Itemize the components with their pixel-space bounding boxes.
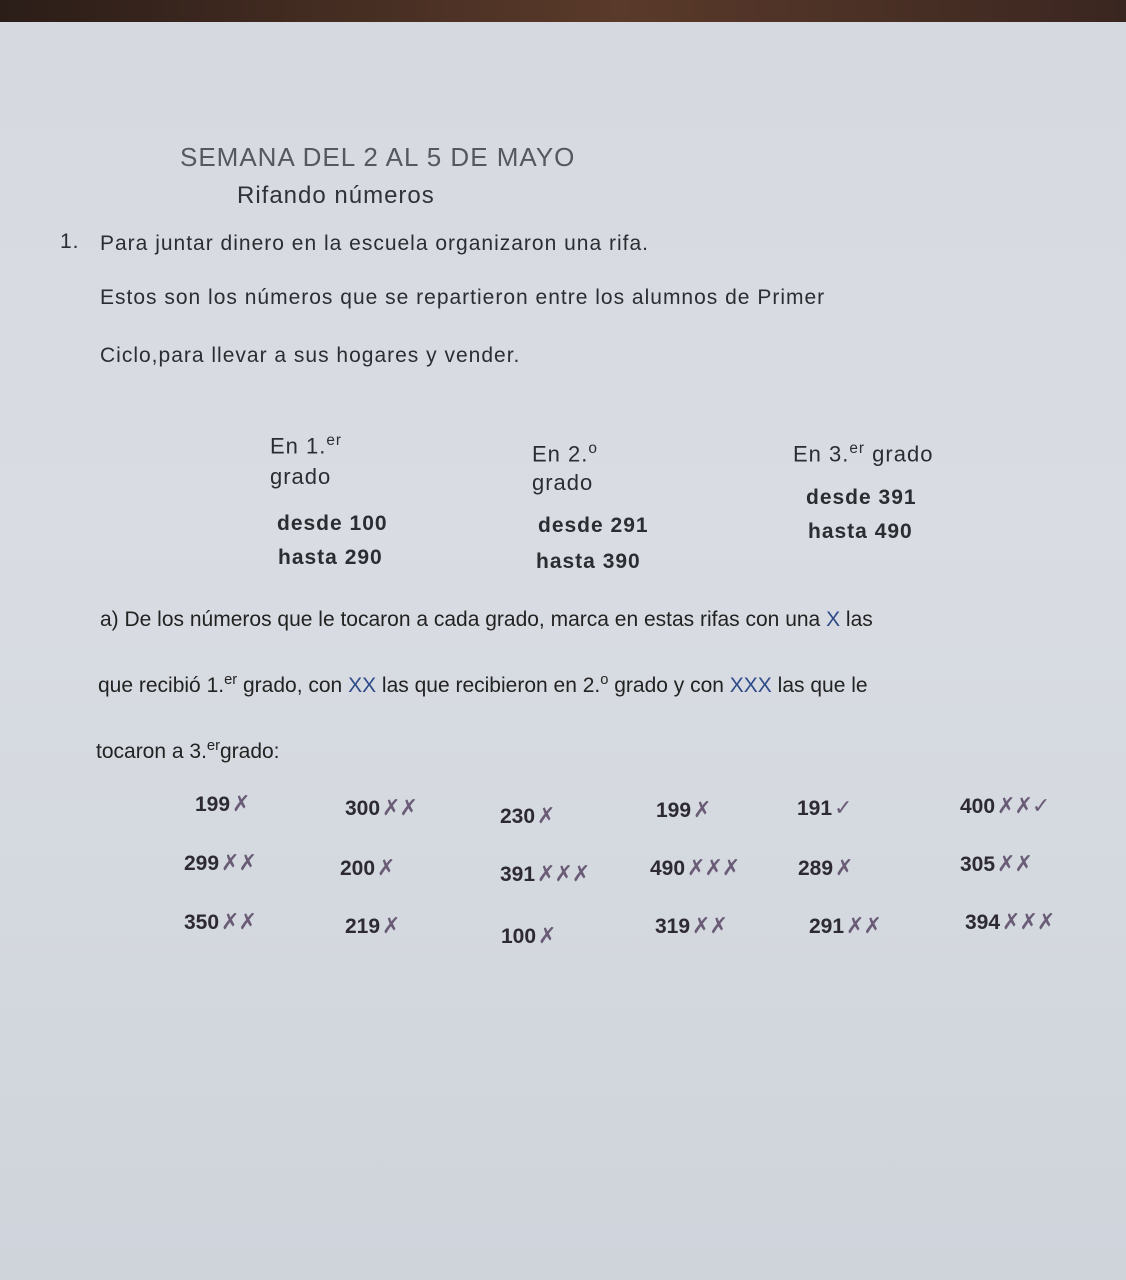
- problem-line-2: Estos son los números que se repartieron entre los alumnos de Primer: [100, 286, 826, 309]
- handwritten-mark: ✗✗: [692, 914, 727, 939]
- grade-3-label: En 3.$^{er}$ grado: [793, 440, 934, 467]
- raffle-ticket[interactable]: 289✗: [798, 856, 853, 881]
- handwritten-mark: ✗✗: [997, 852, 1032, 877]
- handwritten-mark: ✗✗✗: [537, 862, 590, 887]
- raffle-ticket[interactable]: 191✓: [797, 796, 852, 821]
- grade-2-label-second: grado: [532, 470, 594, 495]
- handwritten-mark: ✗✗✗: [1002, 910, 1055, 935]
- grade-1-to: hasta 290: [278, 546, 383, 569]
- question-a-line-3: tocaron a 3.$^{er}$grado:: [96, 738, 280, 763]
- week-heading: SEMANA DEL 2 AL 5 DE MAYO: [180, 142, 576, 172]
- raffle-ticket[interactable]: 200✗: [340, 856, 395, 881]
- handwritten-mark: ✗: [538, 924, 556, 949]
- handwritten-mark: ✗: [377, 856, 395, 881]
- handwritten-mark: ✗✗✓: [997, 794, 1050, 819]
- grade-2-from: desde 291: [538, 514, 649, 537]
- raffle-ticket[interactable]: 219✗: [345, 914, 400, 939]
- handwritten-mark: ✗: [693, 798, 711, 823]
- worksheet-title: Rifando números: [237, 182, 435, 209]
- raffle-ticket[interactable]: 300✗✗: [345, 796, 417, 821]
- raffle-ticket[interactable]: 490✗✗✗: [650, 856, 740, 881]
- problem-line-3: Ciclo,para llevar a sus hogares y vender.: [100, 344, 521, 367]
- raffle-ticket[interactable]: 299✗✗: [184, 851, 256, 876]
- handwritten-mark: ✗: [382, 914, 400, 939]
- handwritten-mark: ✗: [537, 804, 555, 829]
- raffle-ticket[interactable]: 394✗✗✗: [965, 910, 1055, 935]
- raffle-ticket[interactable]: 100✗: [501, 924, 556, 949]
- grade-3-from: desde 391: [806, 486, 917, 509]
- problem-line-1: Para juntar dinero en la escuela organizaron una rifa.: [100, 232, 649, 255]
- handwritten-mark: ✗: [232, 792, 250, 817]
- worksheet-page: [0, 22, 1126, 1280]
- question-a-line-2: que recibió 1.$^{er}$ grado, con XX las que recibieron en 2.$^o$ grado y con XXX las que le: [98, 672, 868, 697]
- raffle-ticket[interactable]: 291✗✗: [809, 914, 881, 939]
- grade-1-label-second: grado: [270, 464, 332, 489]
- raffle-ticket[interactable]: 230✗: [500, 804, 555, 829]
- grade-2-to: hasta 390: [536, 550, 641, 573]
- raffle-ticket[interactable]: 319✗✗: [655, 914, 727, 939]
- raffle-ticket[interactable]: 400✗✗✓: [960, 794, 1050, 819]
- raffle-ticket[interactable]: 350✗✗: [184, 910, 256, 935]
- raffle-ticket[interactable]: 305✗✗: [960, 852, 1032, 877]
- problem-number: 1.: [60, 230, 80, 253]
- raffle-ticket[interactable]: 199✗: [195, 792, 250, 817]
- grade-1-label: En 1.$^{er}$: [270, 432, 343, 459]
- raffle-ticket[interactable]: 199✗: [656, 798, 711, 823]
- handwritten-mark: ✓: [834, 796, 852, 821]
- handwritten-mark: ✗✗: [382, 796, 417, 821]
- grade-2-label: En 2.$^o$: [532, 440, 598, 467]
- handwritten-mark: ✗✗: [846, 914, 881, 939]
- handwritten-mark: ✗: [835, 856, 853, 881]
- grade-1-from: desde 100: [277, 512, 388, 535]
- raffle-ticket[interactable]: 391✗✗✗: [500, 862, 590, 887]
- handwritten-mark: ✗✗: [221, 851, 256, 876]
- grade-3-to: hasta 490: [808, 520, 913, 543]
- question-a-line-1: a) De los números que le tocaron a cada grado, marca en estas rifas con una X las: [100, 608, 873, 631]
- handwritten-mark: ✗✗✗: [687, 856, 740, 881]
- handwritten-mark: ✗✗: [221, 910, 256, 935]
